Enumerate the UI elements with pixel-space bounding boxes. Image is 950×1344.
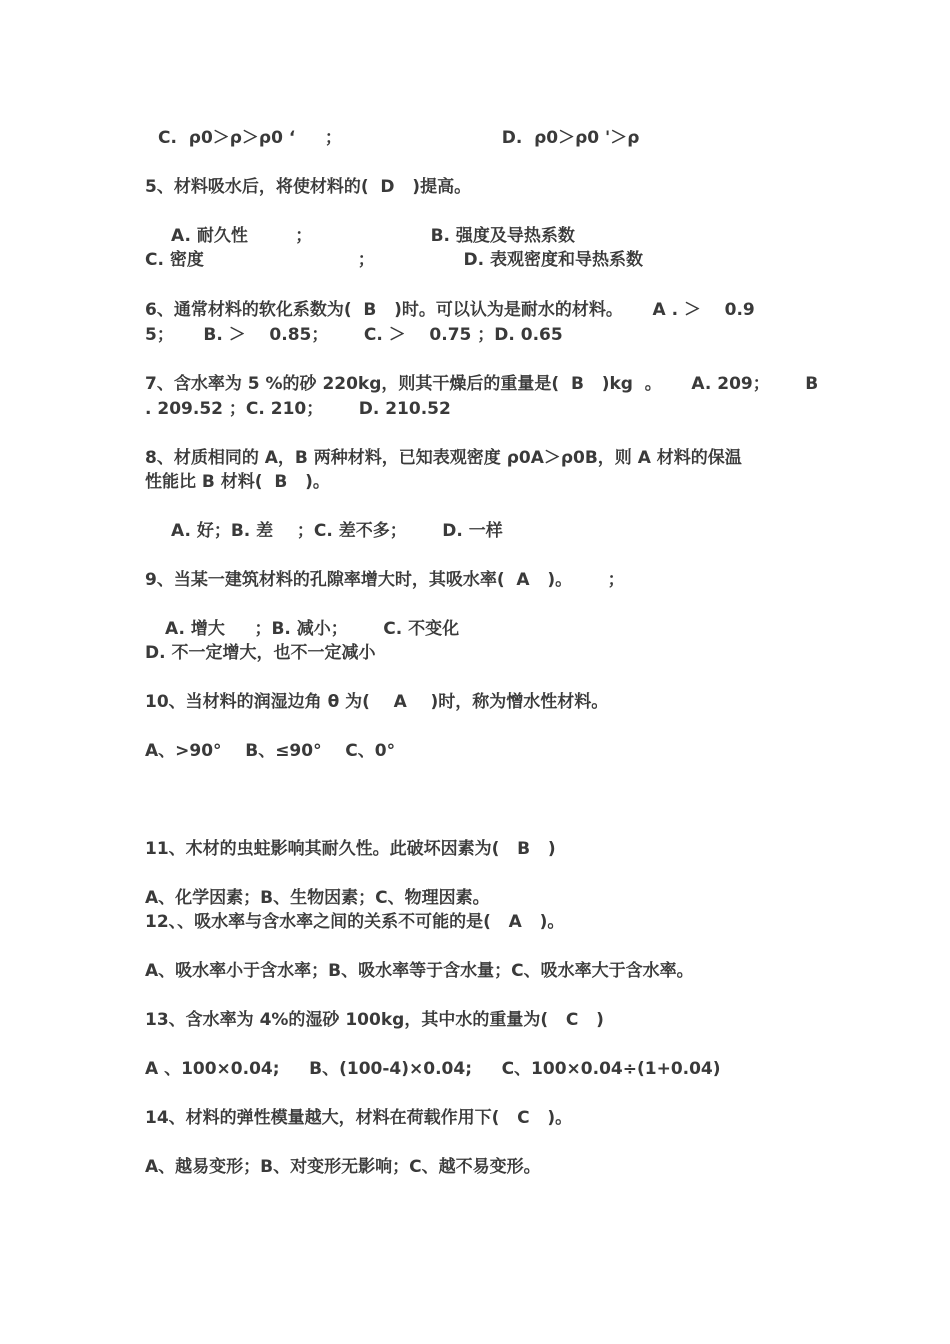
q10-options: A、>90° B、≤90° C、0°: [145, 741, 396, 761]
q5-options-c-d: C. 密度 ； D. 表观密度和导热系数: [145, 250, 643, 270]
q8-question-cont: 性能比 B 材料( B )。: [145, 472, 330, 492]
q14-options: A、越易变形；B、对变形无影响；C、越不易变形。: [145, 1157, 541, 1177]
q7-question: 7、含水率为 5 %的砂 220kg，则其干燥后的重量是( B )kg 。 A. 209； B: [145, 374, 819, 394]
q8-question: 8、材质相同的 A，B 两种材料，已知表观密度 ρ0A＞ρ0B，则 A 材料的保温: [145, 448, 742, 468]
q7-question-cont: . 209.52 ；C. 210； D. 210.52: [145, 399, 451, 419]
q13-options: A 、100×0.04; B、(100-4)×0.04; C、100×0.04÷(1+0.04): [145, 1059, 721, 1079]
q10-question: 10、当材料的润湿边角 θ 为( A )时，称为憎水性材料。: [145, 692, 609, 712]
q12-options: A、吸水率小于含水率；B、吸水率等于含水量；C、吸水率大于含水率。: [145, 961, 694, 981]
q8-options: A. 好；B. 差 ；C. 差不多； D. 一样: [171, 521, 503, 541]
q5-question: 5、材料吸水后，将使材料的( D )提高。: [145, 177, 472, 197]
q11-options: A、化学因素；B、生物因素；C、物理因素。: [145, 888, 490, 908]
q9-option-d: D. 不一定增大，也不一定减小: [145, 643, 376, 663]
q9-question: 9、当某一建筑材料的孔隙率增大时，其吸水率( A )。 ；: [145, 570, 625, 590]
q12-question: 12、、吸水率与含水率之间的关系不可能的是( A )。: [145, 912, 565, 932]
q5-options-a-b: A. 耐久性 ； B. 强度及导热系数: [171, 226, 575, 246]
q6-question: 6、通常材料的软化系数为( B )时。可以认为是耐水的材料。 A . ＞ 0.9: [145, 300, 755, 320]
q6-question-cont: 5； B. ＞ 0.85； C. ＞ 0.75 ；D. 0.65: [145, 325, 563, 345]
q13-question: 13、含水率为 4%的湿砂 100kg，其中水的重量为( C ): [145, 1010, 604, 1030]
q9-options-a-c: A. 增大 ；B. 减小； C. 不变化: [165, 619, 460, 639]
q14-question: 14、材料的弹性模量越大，材料在荷载作用下( C )。: [145, 1108, 573, 1128]
q11-question: 11、木材的虫蛀影响其耐久性。此破坏因素为( B ): [145, 839, 556, 859]
q4-option-c-d: C. ρ0＞ρ＞ρ0 ‘ ； D. ρ0＞ρ0 '＞ρ: [158, 128, 640, 148]
